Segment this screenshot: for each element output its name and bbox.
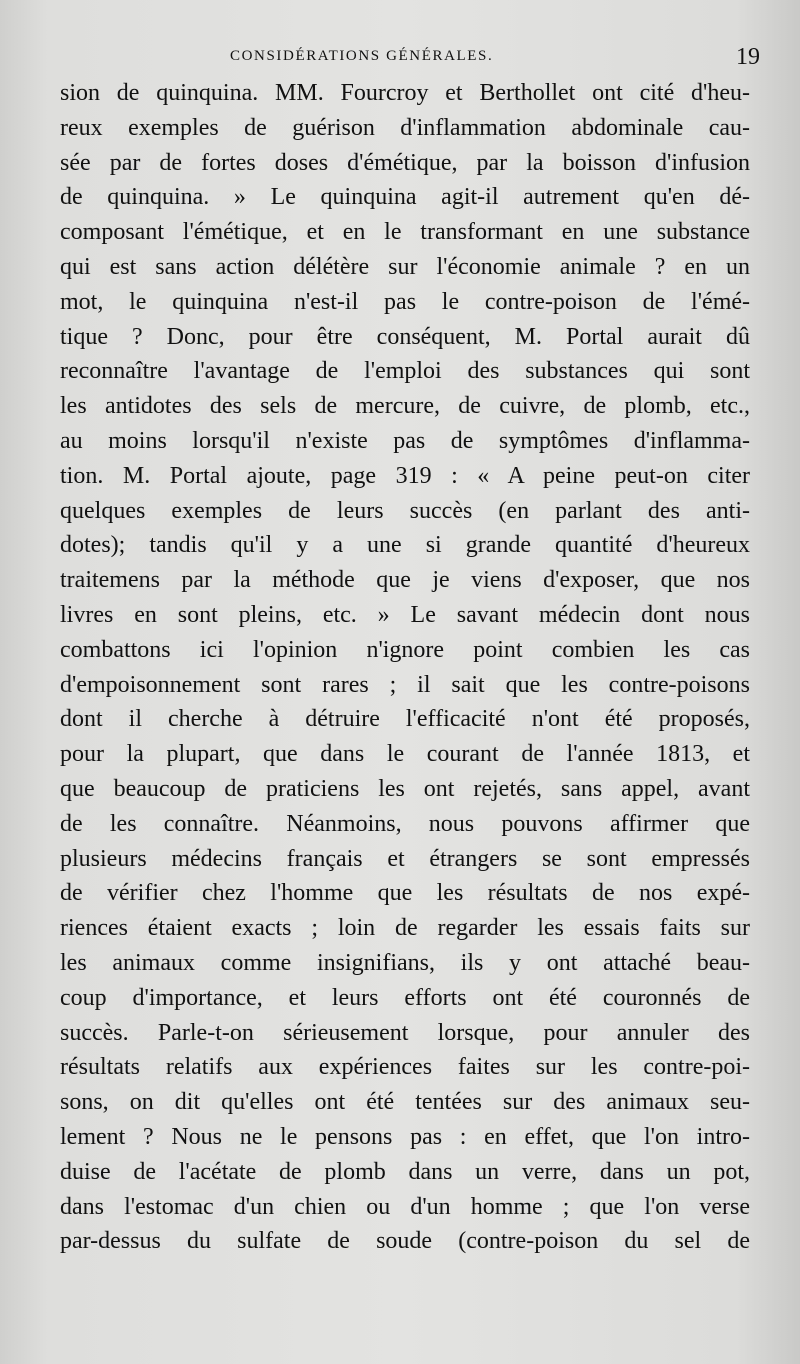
text-line: dont il cherche à détruire l'efficacité n'ont été proposés, [60, 706, 750, 733]
text-line: tion. M. Portal ajoute, page 319 : « A peine peut-on citer [60, 462, 750, 489]
text-line: coup d'importance, et leurs efforts ont été couronnés de [60, 984, 750, 1011]
text-line: succès. Parle-t-on sérieusement lorsque, pour annuler des [60, 1019, 750, 1046]
running-head: CONSIDÉRATIONS GÉNÉRALES. [230, 48, 494, 64]
text-line: duise de l'acétate de plomb dans un verre, dans un pot, [60, 1158, 750, 1185]
text-line: d'empoisonnement sont rares ; il sait que les contre-poisons [60, 671, 750, 698]
text-line: de vérifier chez l'homme que les résultats de nos expé- [60, 880, 750, 907]
text-line: de quinquina. » Le quinquina agit-il autrement qu'en dé- [60, 184, 750, 211]
text-line: sée par de fortes doses d'émétique, par la boisson d'infusion [60, 149, 750, 176]
text-line: livres en sont pleins, etc. » Le savant médecin dont nous [60, 601, 750, 628]
text-line: résultats relatifs aux expériences faites sur les contre-poi- [60, 1054, 750, 1081]
page-header [230, 46, 770, 74]
text-line: les antidotes des sels de mercure, de cuivre, de plomb, etc., [60, 393, 750, 420]
text-line: traitemens par la méthode que je viens d'exposer, que nos [60, 567, 750, 594]
text-line: sion de quinquina. MM. Fourcroy et Berthollet ont cité d'heu- [60, 80, 750, 106]
text-line: riences étaient exacts ; loin de regarder les essais faits sur [60, 915, 750, 942]
text-line: qui est sans action délétère sur l'économie animale ? en un [60, 253, 750, 280]
text-line: de les connaître. Néanmoins, nous pouvons affirmer que [60, 810, 750, 837]
text-line: reux exemples de guérison d'inflammation abdominale cau- [60, 114, 750, 141]
text-line: combattons ici l'opinion n'ignore point combien les cas [60, 636, 750, 663]
text-line: lement ? Nous ne le pensons pas : en effet, que l'on intro- [60, 1123, 750, 1150]
text-line: tique ? Donc, pour être conséquent, M. Portal aurait dû [60, 323, 750, 350]
body-text [60, 76, 750, 1259]
page-number: 19 [736, 44, 760, 70]
text-line: par-dessus du sulfate de soude (contre-poison du sel de [60, 1228, 750, 1255]
text-line: plusieurs médecins français et étrangers se sont empressés [60, 845, 750, 872]
text-line: au moins lorsqu'il n'existe pas de symptômes d'inflamma- [60, 427, 750, 454]
text-line: les animaux comme insignifians, ils y ont attaché beau- [60, 949, 750, 976]
text-line: dans l'estomac d'un chien ou d'un homme ; que l'on verse [60, 1193, 750, 1220]
text-line: dotes); tandis qu'il y a une si grande quantité d'heureux [60, 532, 750, 559]
text-line: composant l'émétique, et en le transformant en une substance [60, 219, 750, 246]
text-line: sons, on dit qu'elles ont été tentées sur des animaux seu- [60, 1089, 750, 1116]
text-line: reconnaître l'avantage de l'emploi des substances qui sont [60, 358, 750, 385]
text-line: que beaucoup de praticiens les ont rejetés, sans appel, avant [60, 775, 750, 802]
text-line: mot, le quinquina n'est-il pas le contre-poison de l'émé- [60, 288, 750, 315]
text-line: quelques exemples de leurs succès (en parlant des anti- [60, 497, 750, 524]
text-line: pour la plupart, que dans le courant de l'année 1813, et [60, 741, 750, 768]
